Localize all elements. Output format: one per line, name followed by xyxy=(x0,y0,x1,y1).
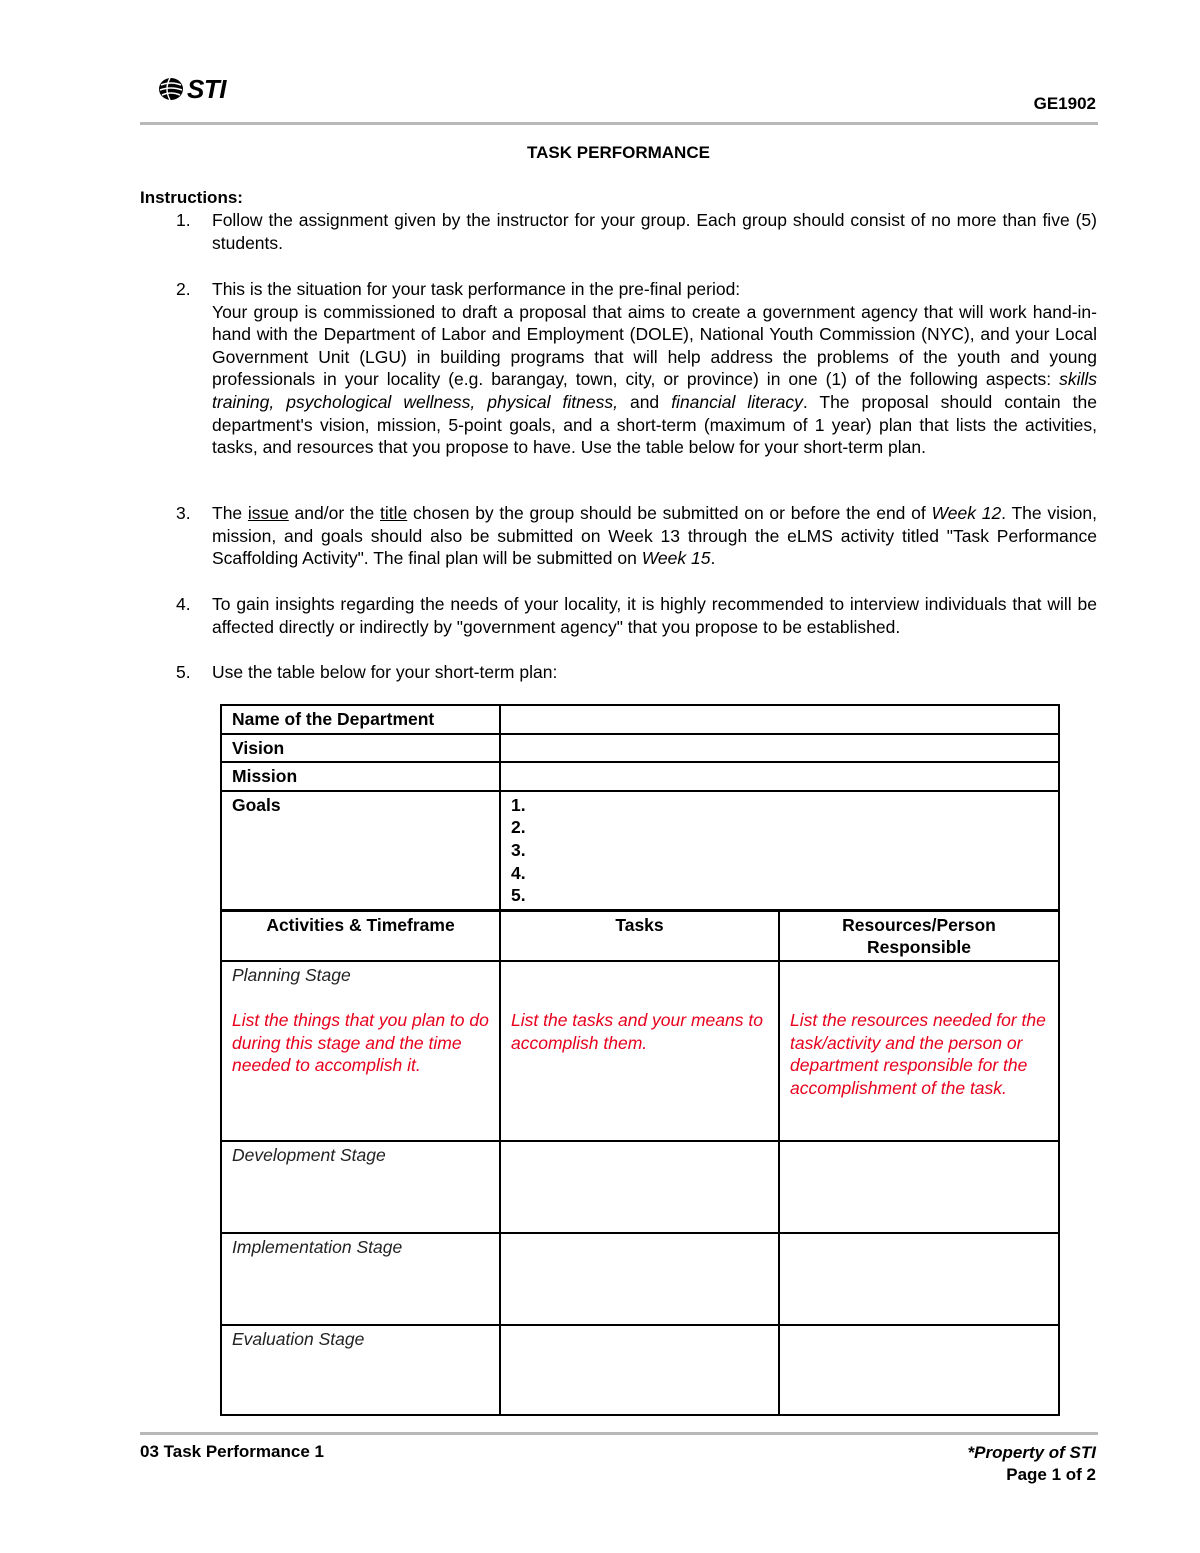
title-word: title xyxy=(380,503,408,523)
instruction-item-5 xyxy=(140,661,1097,684)
planning-tasks-cell[interactable] xyxy=(500,961,779,1141)
aspects-a: skills training, psychological wellness, physical fitness, xyxy=(212,369,1097,412)
item-text: To gain insights regarding the needs of your locality, it is highly recommended to interview individuals that will be affected directly or indirectly by "government agency" that you propose to be established. xyxy=(212,594,1097,637)
table-row xyxy=(221,705,1059,734)
item-number: 3. xyxy=(176,503,191,523)
aspects-and: and xyxy=(617,391,672,412)
goal-number: 5. xyxy=(511,885,526,906)
sti-logo xyxy=(158,76,226,102)
instruction-item-2 xyxy=(140,278,1097,459)
evaluation-tasks-cell[interactable] xyxy=(500,1325,779,1415)
development-stage-cell[interactable] xyxy=(221,1141,500,1233)
goal-number: 2. xyxy=(511,817,526,838)
text-segment: and/or the xyxy=(288,503,381,523)
activities-hint: List the things that you plan to do during this stage and the time needed to accomplish it. xyxy=(232,1009,489,1076)
mission-label: Mission xyxy=(221,762,500,791)
resources-hint: List the resources needed for the task/activity and the person or department responsible for the accomplishment of the task. xyxy=(790,1009,1046,1098)
page-title: TASK PERFORMANCE xyxy=(527,143,710,162)
instruction-item-3 xyxy=(140,502,1097,570)
table-row xyxy=(221,791,1059,910)
development-tasks-cell[interactable] xyxy=(500,1141,779,1233)
aspects-b: financial literacy xyxy=(671,391,803,412)
implementation-resources-cell[interactable] xyxy=(779,1233,1059,1325)
text-segment: chosen by the group should be submitted on or before the end of xyxy=(407,503,932,523)
week-15: Week 15 xyxy=(641,548,711,569)
item-text: Use the table below for your short-term plan: xyxy=(212,662,558,682)
table-row xyxy=(221,1141,1059,1233)
implementation-stage-cell[interactable] xyxy=(221,1233,500,1325)
col-activities: Activities & Timeframe xyxy=(221,910,500,961)
goals-value[interactable] xyxy=(500,791,1059,910)
item-number: 2. xyxy=(176,279,191,299)
planning-stage-cell[interactable] xyxy=(221,961,500,1141)
implementation-tasks-cell[interactable] xyxy=(500,1233,779,1325)
table-row xyxy=(221,762,1059,791)
issue-word: issue xyxy=(247,503,289,523)
week-12: Week 12 xyxy=(931,503,1002,523)
short-term-plan-table xyxy=(220,704,1060,1416)
page-number: Page 1 of 2 xyxy=(1006,1465,1096,1484)
item-number: 1. xyxy=(176,210,191,230)
goals-label: Goals xyxy=(221,791,500,910)
goal-number: 1. xyxy=(511,794,526,815)
table-row xyxy=(221,734,1059,763)
instructions-label: Instructions: xyxy=(140,188,243,207)
col-resources-line2: Responsible xyxy=(866,936,972,957)
footer-right xyxy=(968,1442,1096,1486)
footer-document-name: 03 Task Performance 1 xyxy=(140,1442,324,1461)
planning-resources-cell[interactable] xyxy=(779,961,1059,1141)
col-resources-line1: Resources/Person xyxy=(842,914,996,935)
instruction-item-1 xyxy=(140,209,1097,254)
item-text xyxy=(212,278,1097,459)
item-text xyxy=(212,502,1097,570)
tasks-hint: List the tasks and your means to accomplish them. xyxy=(511,1009,763,1053)
department-value[interactable] xyxy=(500,705,1059,734)
development-resources-cell[interactable] xyxy=(779,1141,1059,1233)
vision-value[interactable] xyxy=(500,734,1059,763)
table-row xyxy=(221,1325,1059,1415)
footer-divider xyxy=(140,1432,1098,1435)
stage-name: Planning Stage xyxy=(232,964,351,985)
col-resources xyxy=(779,910,1059,961)
evaluation-stage-cell[interactable] xyxy=(221,1325,500,1415)
table-row xyxy=(221,961,1059,1141)
table-header-row xyxy=(221,910,1059,961)
goal-number: 3. xyxy=(511,839,526,860)
stage-name: Implementation Stage xyxy=(232,1236,403,1257)
text-segment: The xyxy=(212,503,248,523)
header-divider xyxy=(140,122,1098,125)
col-tasks: Tasks xyxy=(500,910,779,961)
department-label: Name of the Department xyxy=(221,705,500,734)
instruction-item-4 xyxy=(140,593,1097,638)
text-segment: . xyxy=(710,548,716,569)
goal-number: 4. xyxy=(511,862,526,883)
situation-body-a: Your group is commissioned to draft a proposal that aims to create a government agency that will work hand-in-hand with the Department of Labor and Employment (DOLE), National Youth Commission (NYC), and your Local Government Unit (LGU) in building programs that will help address the problems of the youth and young professionals in your locality (e.g. barangay, town, city, or province) in one (1) of the following aspects: xyxy=(212,301,1097,390)
mission-value[interactable] xyxy=(500,762,1059,791)
course-code: GE1902 xyxy=(1033,94,1096,113)
situation-body-b: . The proposal should contain the department's vision, mission, 5-point goals, and a short-term (maximum of 1 year) plan that lists the activities, tasks, and resources that you propose to have. Use the table below for your short-term plan. xyxy=(212,391,1097,458)
globe-icon xyxy=(158,77,184,101)
item-text: Follow the assignment given by the instructor for your group. Each group should consist of no more than five (5) students. xyxy=(212,210,1097,253)
vision-label: Vision xyxy=(221,734,500,763)
property-notice: *Property of STI xyxy=(967,1443,1096,1462)
item-number: 4. xyxy=(176,594,191,614)
situation-intro: This is the situation for your task performance in the pre-final period: xyxy=(212,279,741,299)
evaluation-resources-cell[interactable] xyxy=(779,1325,1059,1415)
item-number: 5. xyxy=(176,662,191,682)
table-row xyxy=(221,1233,1059,1325)
stage-name: Development Stage xyxy=(232,1144,386,1165)
logo-text: STI xyxy=(187,74,226,104)
text-segment: . The vision, mission, and goals should also be submitted on Week 13 through the eLMS activity titled "Task Performance Scaffolding Activity". The final plan will be submitted on xyxy=(212,503,1097,569)
stage-name: Evaluation Stage xyxy=(232,1328,365,1349)
